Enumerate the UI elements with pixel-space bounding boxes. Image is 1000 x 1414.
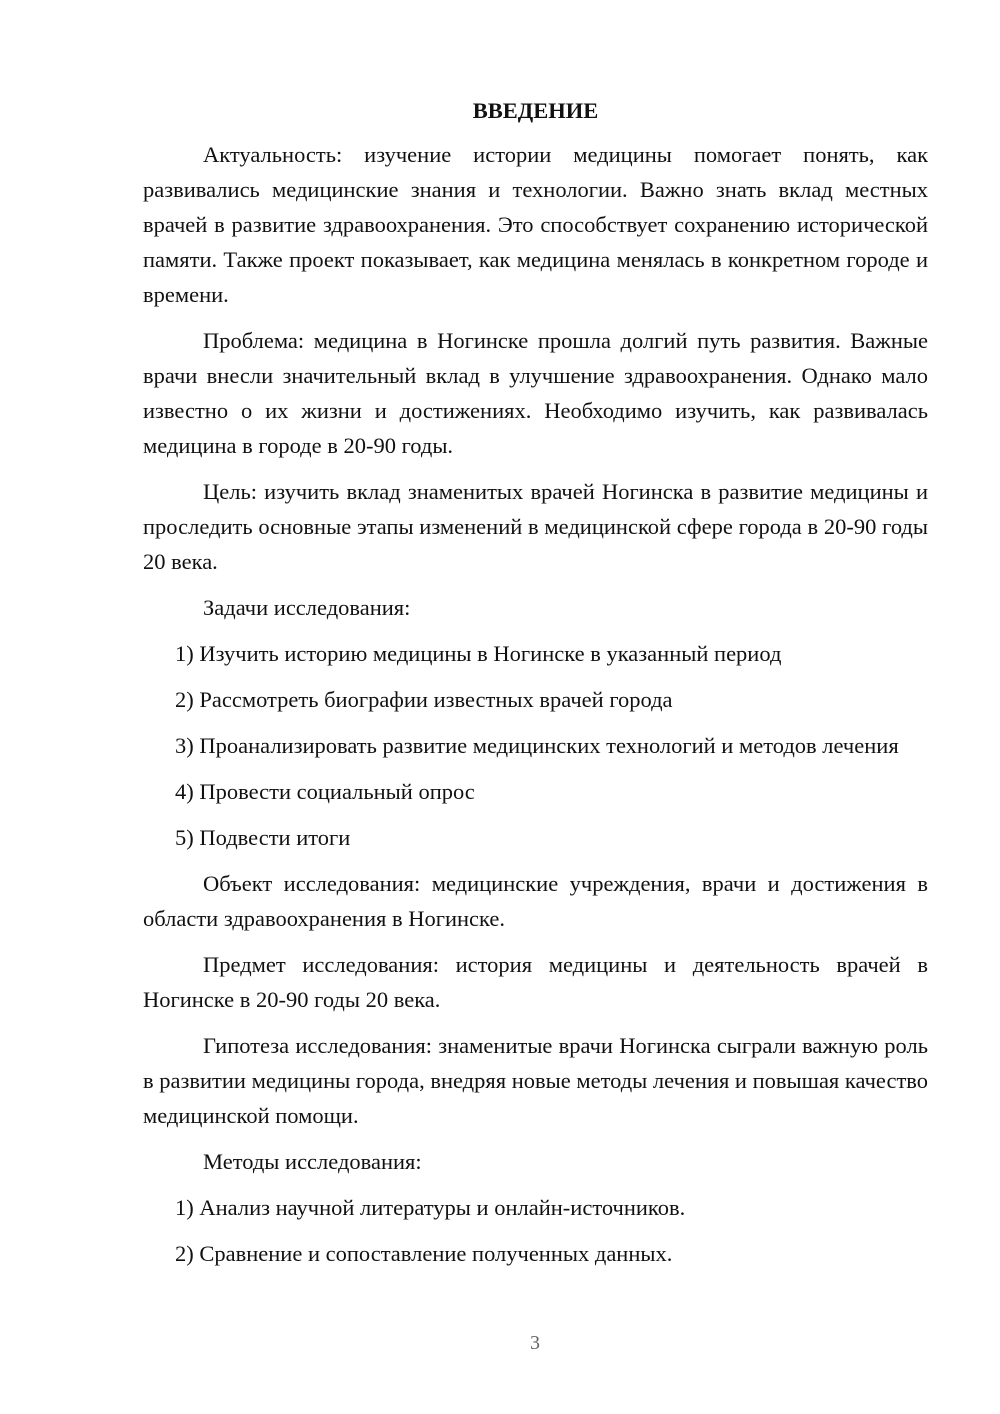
method-item: 1) Анализ научной литературы и онлайн-источников.	[175, 1195, 686, 1220]
task-item: 5) Подвести итоги	[175, 825, 351, 850]
page-number: 3	[530, 1332, 540, 1354]
methods-heading: Методы исследования:	[203, 1149, 422, 1174]
task-item: 3) Проанализировать развитие медицинских технологий и методов лечения	[175, 733, 899, 758]
tasks-heading: Задачи исследования:	[203, 595, 411, 620]
hypothesis-paragraph: Гипотеза исследования: знаменитые врачи Ногинска сыграли важную роль в развитии медицины города, внедряя новые методы лечения и повышая качество медицинской помощи.	[143, 1033, 928, 1128]
method-item: 2) Сравнение и сопоставление полученных данных.	[175, 1241, 673, 1266]
object-paragraph: Объект исследования: медицинские учреждения, врачи и достижения в области здравоохранения в Ногинске.	[143, 871, 928, 931]
problem-paragraph: Проблема: медицина в Ногинске прошла долгий путь развития. Важные врачи внесли значительный вклад в улучшение здравоохранения. Однако мало известно о их жизни и достижениях. Необходимо изучить, как развивалась медицина в городе в 20-90 годы.	[143, 328, 928, 458]
relevance-paragraph: Актуальность: изучение истории медицины помогает понять, как развивались медицинские знания и технологии. Важно знать вклад местных врачей в развитие здравоохранения. Это способствует сохранению исторической памяти. Также проект показывает, как медицина менялась в конкретном городе и времени.	[143, 142, 928, 307]
task-item: 2) Рассмотреть биографии известных врачей города	[175, 687, 673, 712]
subject-paragraph: Предмет исследования: история медицины и деятельность врачей в Ногинске в 20-90 годы 20 века.	[143, 952, 928, 1012]
page-content	[143, 93, 928, 1282]
task-item: 1) Изучить историю медицины в Ногинске в указанный период	[175, 641, 782, 666]
goal-paragraph: Цель: изучить вклад знаменитых врачей Ногинска в развитие медицины и проследить основные этапы изменений в медицинской сфере города в 20-90 годы 20 века.	[143, 479, 928, 574]
task-item: 4) Провести социальный опрос	[175, 779, 475, 804]
page-title: ВВЕДЕНИЕ	[472, 98, 599, 123]
